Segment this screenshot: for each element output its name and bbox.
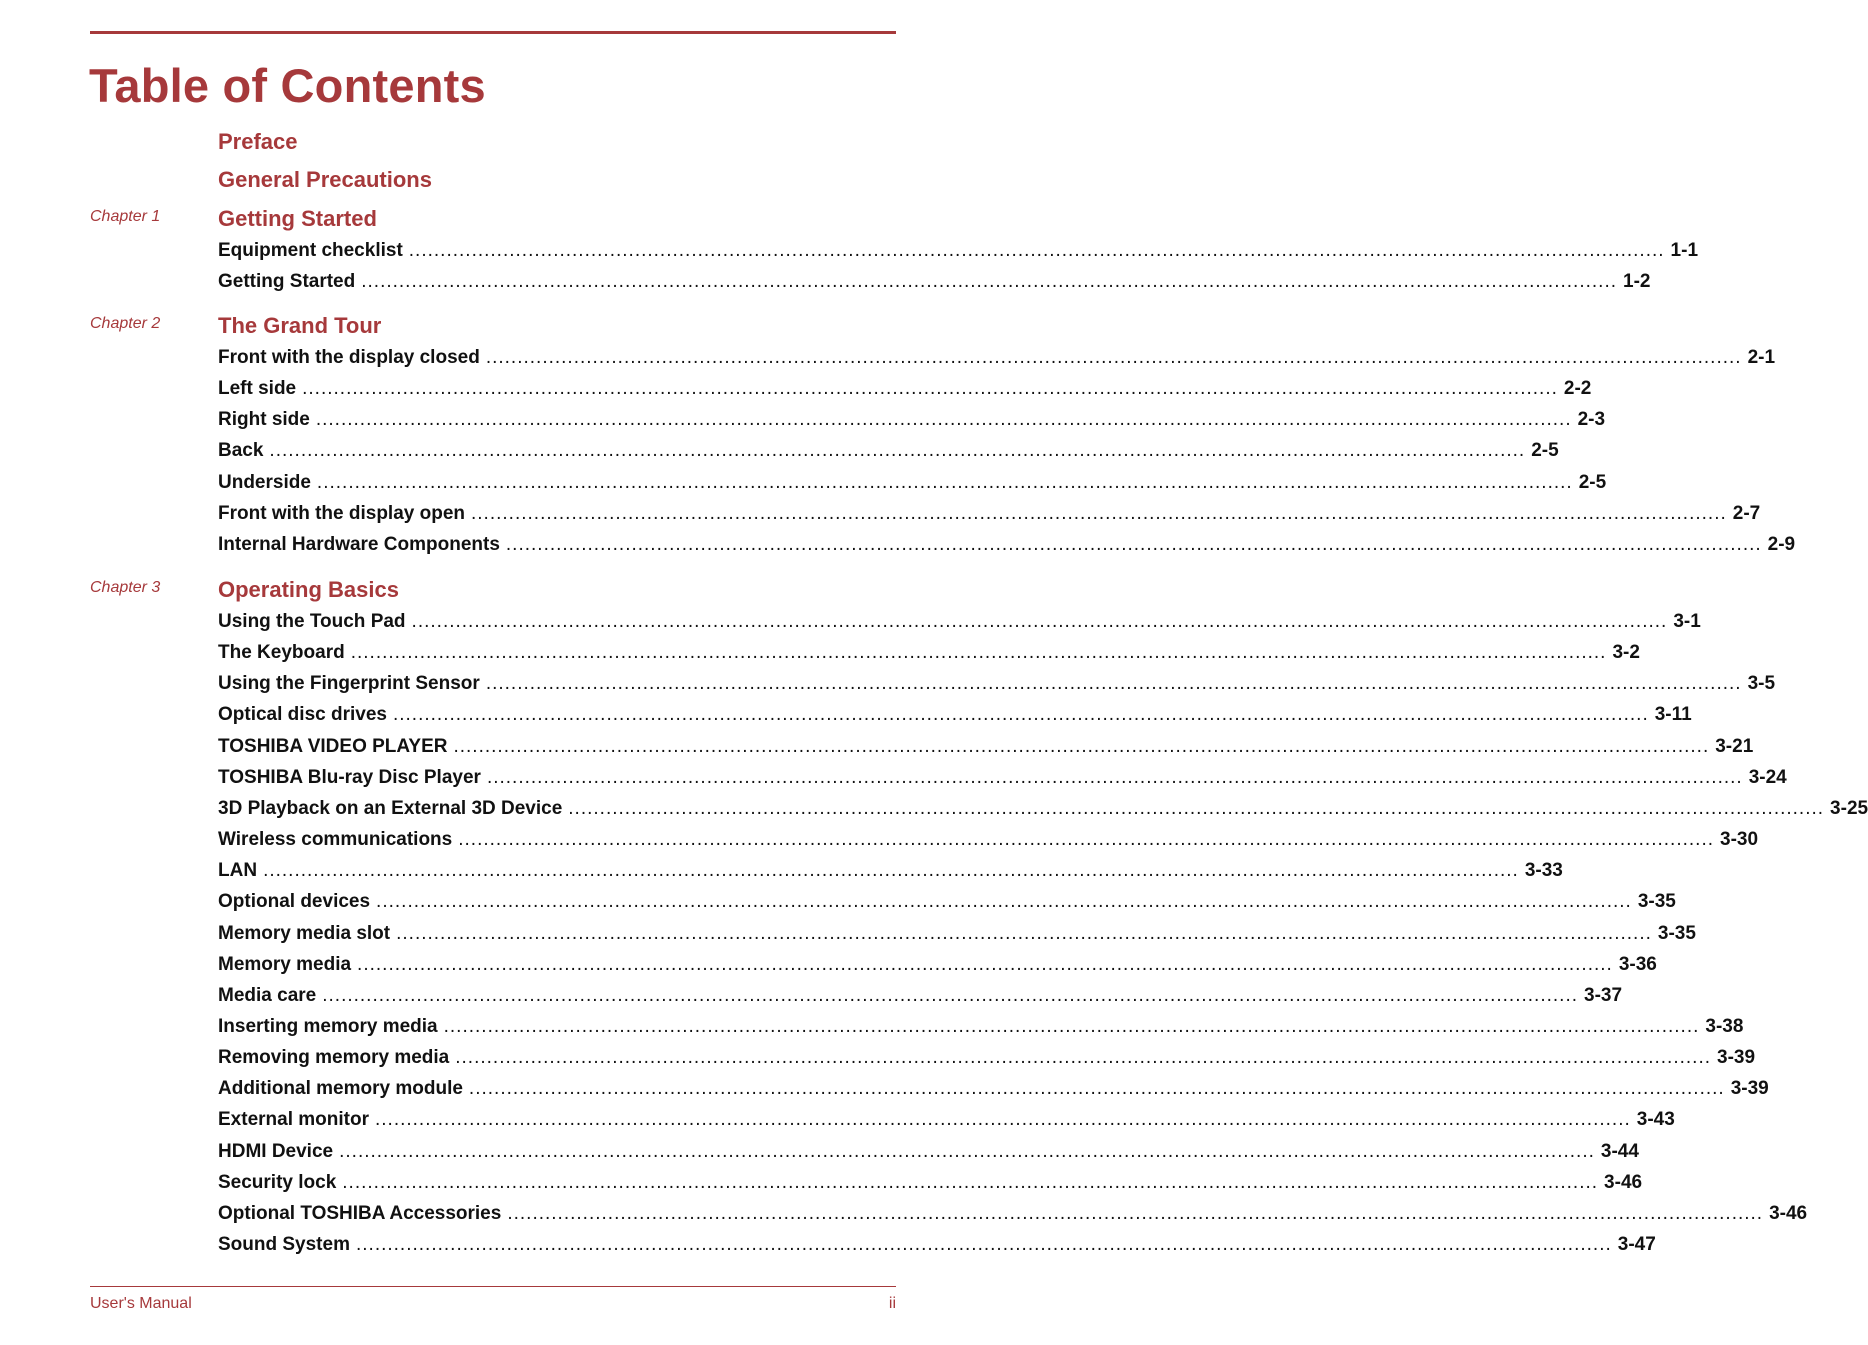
toc-entry[interactable]	[218, 439, 1559, 463]
toc-entry-title: TOSHIBA Blu-ray Disc Player	[218, 766, 481, 788]
toc-entry-title: 3D Playback on an External 3D Device	[218, 797, 563, 819]
toc-entry[interactable]	[218, 672, 1776, 696]
toc-entry-page: 1-2	[1623, 271, 1651, 293]
toc-entry-page: 3-5	[1747, 673, 1776, 695]
dot-leader: ........................................................................................................................................................................................................	[486, 766, 1743, 788]
dot-leader: ........................................................................................................................................................................................................	[471, 502, 1727, 524]
toc-entry-page: 3-43	[1636, 1109, 1675, 1131]
dot-leader: ........................................................................................................................................................................................................	[411, 611, 1668, 632]
dot-leader: ........................................................................................................................................................................................................	[443, 1015, 1700, 1037]
toc-entry[interactable]	[218, 1015, 1744, 1039]
toc-entry-title: Wireless communications	[218, 829, 453, 851]
toc-entry[interactable]	[218, 828, 1759, 852]
toc-entry-title: Security lock	[218, 1171, 337, 1193]
toc-entry-title: Optical disc drives	[218, 704, 387, 726]
dot-leader: ........................................................................................................................................................................................................	[376, 891, 1632, 913]
dot-leader: ........................................................................................................................................................................................................	[392, 704, 1649, 726]
toc-entry-title: Memory media	[218, 953, 352, 975]
dot-leader: ........................................................................................................................................................................................................	[455, 1047, 1712, 1069]
dot-leader: ........................................................................................................................................................................................................	[568, 797, 1825, 819]
toc-entry-page: 3-30	[1720, 829, 1759, 851]
section-title[interactable]: General Precautions	[218, 167, 432, 192]
toc-entry-page: 3-44	[1600, 1140, 1639, 1162]
toc-entry-title: Inserting memory media	[218, 1015, 438, 1037]
toc-entry-page: 3-35	[1637, 891, 1676, 913]
dot-leader: ........................................................................................................................................................................................................	[485, 673, 1742, 695]
toc-entry[interactable]	[218, 1140, 1639, 1164]
toc-entry[interactable]	[218, 1108, 1675, 1132]
section-title[interactable]: Preface	[218, 129, 298, 154]
dot-leader: ........................................................................................................................................................................................................	[505, 533, 1762, 555]
dot-leader: ........................................................................................................................................................................................................	[269, 440, 1526, 462]
toc-entry-title: Back	[218, 440, 264, 462]
toc-entry[interactable]	[218, 610, 1701, 634]
dot-leader: ........................................................................................................................................................................................................	[396, 922, 1652, 944]
toc-entry-page: 3-47	[1617, 1234, 1656, 1255]
dot-leader: ........................................................................................................................................................................................................	[339, 1140, 1595, 1162]
toc-entry[interactable]	[218, 533, 1796, 557]
toc-entry-title: Internal Hardware Components	[218, 533, 500, 555]
toc-entry[interactable]	[218, 641, 1640, 665]
toc-entry[interactable]	[218, 239, 1699, 263]
toc-entry[interactable]	[218, 502, 1761, 526]
toc-entry-page: 2-5	[1578, 471, 1607, 493]
toc-entry-page: 3-25	[1830, 797, 1868, 819]
dot-leader: ........................................................................................................................................................................................................	[355, 1234, 1612, 1255]
toc-entry[interactable]	[218, 766, 1787, 790]
dot-leader: ........................................................................................................................................................................................................	[507, 1202, 1764, 1224]
dot-leader: ........................................................................................................................................................................................................	[468, 1078, 1725, 1100]
dot-leader: ........................................................................................................................................................................................................	[350, 642, 1607, 664]
toc-entry[interactable]	[218, 1233, 1656, 1257]
toc-entry[interactable]	[218, 1046, 1756, 1070]
toc-entry[interactable]	[218, 984, 1623, 1008]
toc-entry-page: 3-35	[1657, 922, 1696, 944]
toc-entry[interactable]	[218, 859, 1563, 883]
dot-leader: ........................................................................................................................................................................................................	[374, 1109, 1631, 1131]
dot-leader: ........................................................................................................................................................................................................	[453, 735, 1710, 757]
toc-entry-page: 1-1	[1670, 240, 1699, 261]
toc-entry-title: HDMI Device	[218, 1140, 334, 1162]
toc-entry[interactable]	[218, 471, 1607, 495]
toc-entry[interactable]	[218, 1077, 1769, 1101]
toc-entry[interactable]	[218, 953, 1657, 977]
toc-entry-page: 2-1	[1747, 347, 1776, 368]
dot-leader: ........................................................................................................................................................................................................	[316, 471, 1573, 493]
toc-entry-page: 3-2	[1612, 642, 1640, 664]
dot-leader: ........................................................................................................................................................................................................	[408, 240, 1665, 261]
toc-entry-page: 3-46	[1604, 1171, 1643, 1193]
dot-leader: ........................................................................................................................................................................................................	[458, 829, 1714, 851]
toc-entry-title: TOSHIBA VIDEO PLAYER	[218, 735, 448, 757]
toc-entry-title: Additional memory module	[218, 1078, 463, 1100]
toc-entry[interactable]	[218, 1202, 1808, 1226]
toc-entry-page: 3-39	[1730, 1078, 1769, 1100]
toc-entry-page: 3-1	[1673, 611, 1701, 632]
toc-entry-page: 2-9	[1767, 533, 1796, 555]
bottom-rule	[90, 1286, 896, 1287]
toc-entry-page: 3-11	[1654, 704, 1692, 726]
toc-entry-title: Front with the display closed	[218, 347, 480, 368]
toc-entry-title: Left side	[218, 378, 297, 400]
toc-entry-page: 3-46	[1769, 1202, 1808, 1224]
toc-entry[interactable]	[218, 408, 1606, 432]
footer-manual-label: User's Manual	[90, 1295, 192, 1312]
toc-entry[interactable]	[218, 1171, 1643, 1195]
toc-entry-page: 3-36	[1618, 953, 1657, 975]
toc-entry-page: 3-33	[1524, 860, 1563, 882]
toc-entry-title: The Keyboard	[218, 642, 345, 664]
top-rule	[90, 31, 896, 34]
toc-entry-title: Front with the display open	[218, 502, 465, 524]
chapter-label: Chapter 2	[90, 315, 161, 332]
toc-entry-page: 2-2	[1563, 378, 1592, 400]
dot-leader: ........................................................................................................................................................................................................	[315, 409, 1572, 431]
toc-entry-title: Removing memory media	[218, 1047, 450, 1069]
toc-entry-title: External monitor	[218, 1109, 369, 1131]
toc-entry[interactable]	[218, 346, 1776, 370]
dot-leader: ........................................................................................................................................................................................................	[357, 953, 1613, 975]
toc-entry-title: Media care	[218, 984, 317, 1006]
toc-entry-page: 2-5	[1531, 440, 1559, 462]
toc-entry-page: 2-3	[1577, 409, 1606, 431]
toc-entry-page: 3-24	[1748, 766, 1787, 788]
toc-entry[interactable]	[218, 797, 1868, 821]
page-title: Table of Contents	[89, 59, 486, 112]
toc-entry[interactable]	[218, 703, 1692, 727]
chapter-label: Chapter 3	[90, 579, 161, 596]
dot-leader: ........................................................................................................................................................................................................	[263, 860, 1519, 882]
toc-entry-page: 2-7	[1732, 502, 1761, 524]
toc-entry[interactable]	[218, 922, 1696, 946]
toc-entry[interactable]	[218, 890, 1676, 914]
toc-entry[interactable]	[218, 377, 1592, 401]
dot-leader: ........................................................................................................................................................................................................	[302, 378, 1558, 400]
toc-entry-page: 3-38	[1705, 1015, 1744, 1037]
toc-entry-title: Right side	[218, 409, 310, 431]
section-title[interactable]: Getting Started	[218, 206, 377, 231]
toc-entry-title: Getting Started	[218, 271, 356, 293]
toc-entry-title: Underside	[218, 471, 311, 493]
dot-leader: ........................................................................................................................................................................................................	[485, 347, 1742, 368]
chapter-label: Chapter 1	[90, 208, 161, 225]
section-title[interactable]: Operating Basics	[218, 577, 399, 602]
section-title[interactable]: The Grand Tour	[218, 313, 382, 338]
toc-entry-title: Memory media slot	[218, 922, 391, 944]
dot-leader: ........................................................................................................................................................................................................	[322, 984, 1578, 1006]
toc-entry-title: Equipment checklist	[218, 240, 403, 261]
toc-entry[interactable]	[218, 270, 1651, 294]
toc-entry-page: 3-37	[1584, 984, 1623, 1006]
toc-entry[interactable]	[218, 735, 1754, 759]
toc-entry-page: 3-39	[1717, 1047, 1756, 1069]
toc-entry-title: Sound System	[218, 1234, 350, 1255]
toc-entry-title: Optional devices	[218, 891, 371, 913]
toc-entry-title: Using the Touch Pad	[218, 611, 406, 632]
toc-entry-title: LAN	[218, 860, 258, 882]
toc-entry-title: Optional TOSHIBA Accessories	[218, 1202, 502, 1224]
dot-leader: ........................................................................................................................................................................................................	[361, 271, 1617, 293]
footer-page-number: ii	[888, 1295, 896, 1312]
toc-entry-page: 3-21	[1715, 735, 1754, 757]
toc-entry-title: Using the Fingerprint Sensor	[218, 673, 480, 695]
dot-leader: ........................................................................................................................................................................................................	[342, 1171, 1599, 1193]
